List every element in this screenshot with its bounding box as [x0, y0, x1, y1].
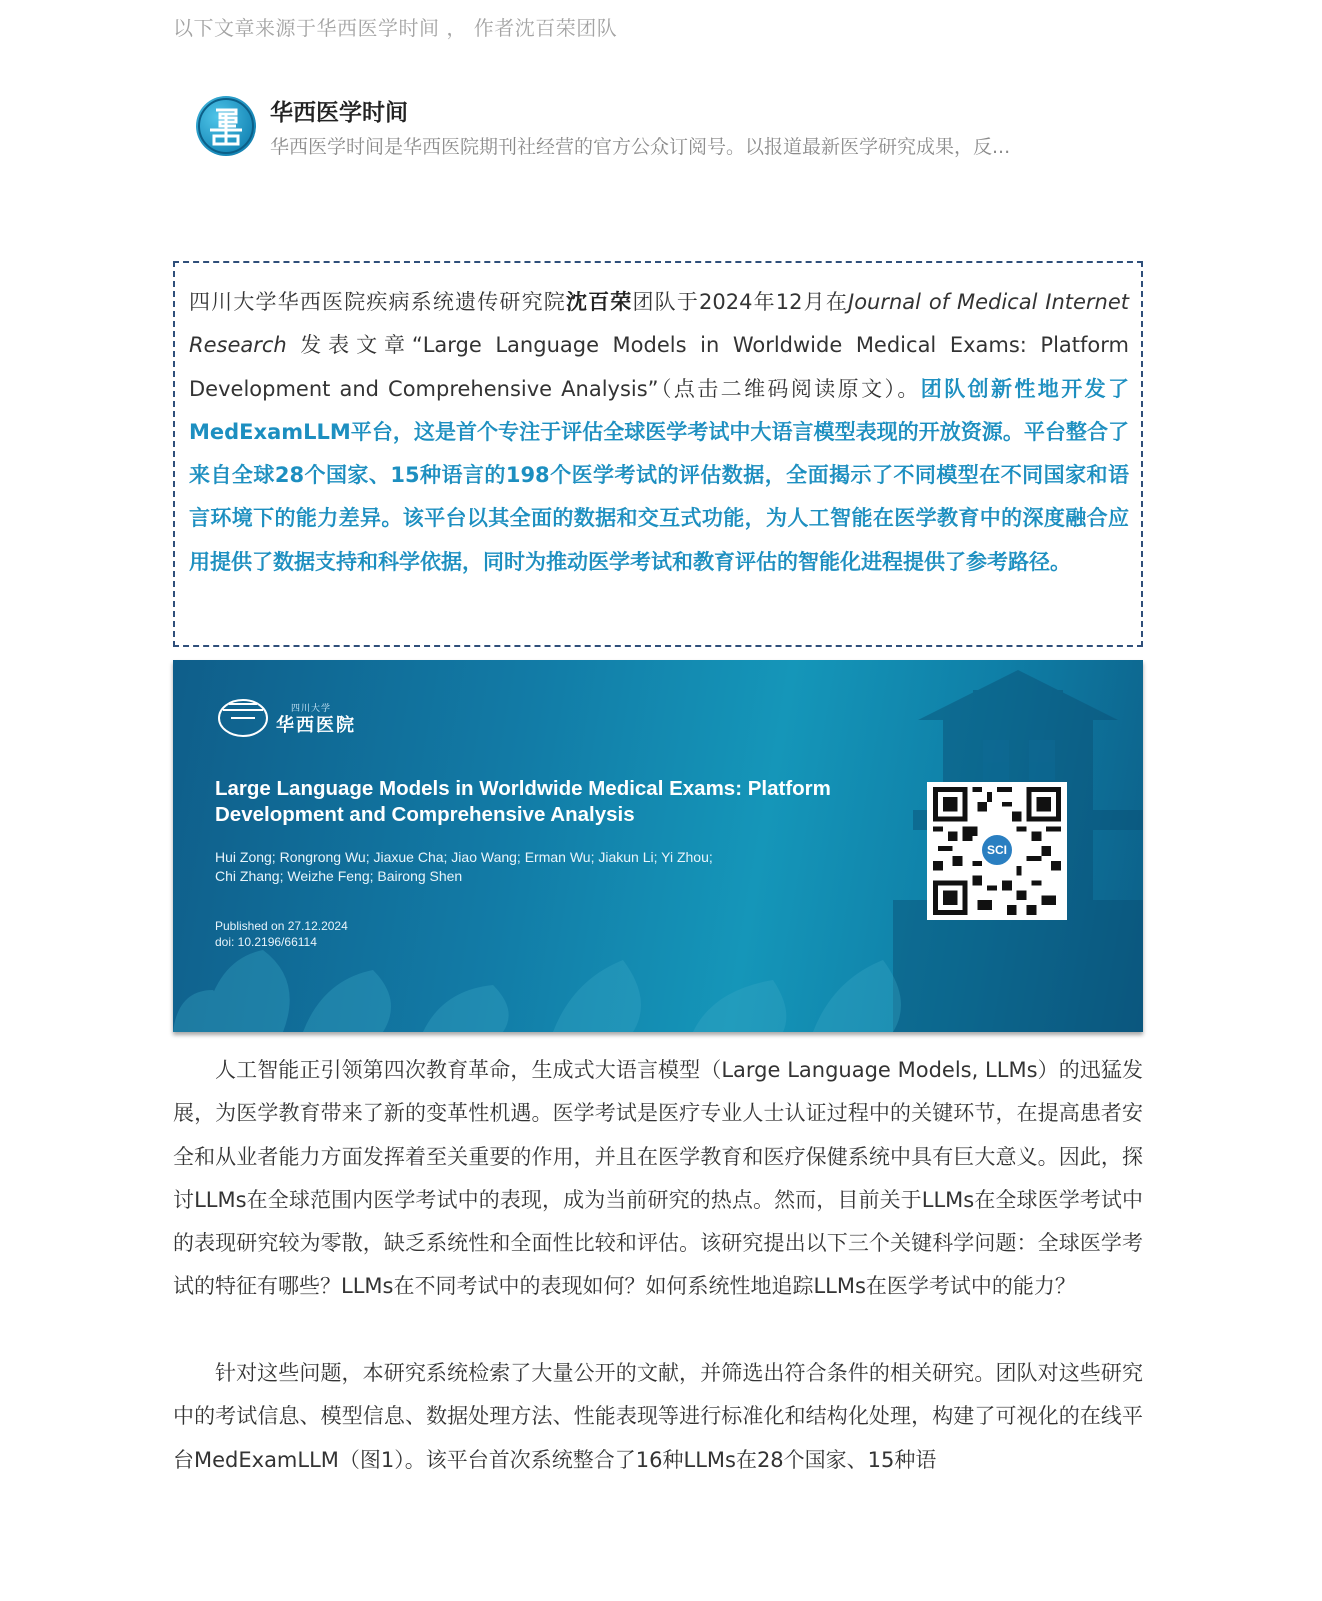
banner-logo-subtext: 四川大学 [291, 704, 332, 714]
abstract-box [173, 261, 1143, 647]
account-name[interactable]: 华西医学时间 [270, 100, 408, 126]
account-card[interactable] [196, 94, 1136, 164]
body-paragraph-2: 针对这些问题，本研究系统检索了大量公开的文献，并筛选出符合条件的相关研究。团队对这些研究中的考试信息、模型信息、数据处理方法、性能表现等进行标准化和结构化处理，构建了可视化的在线平台MedExamLLM（图1）。该平台首次系统整合了16种LLMs在28个国家、15种语 [173, 1361, 1143, 1472]
banner-doi: doi: 10.2196/66114 [215, 935, 317, 949]
qr-code[interactable] [927, 782, 1067, 920]
account-description: 华西医学时间是华西医院期刊社经营的官方公众订阅号。以报道最新医学研究成果，反... [270, 136, 1011, 158]
banner-title: Large Language Models in Worldwide Medical Exams: Platform Development and Comprehensive Analysis [215, 777, 831, 826]
banner-authors-line1: Hui Zong; Rongrong Wu; Jiaxue Cha; Jiao Wang; Erman Wu; Jiakun Li; Yi Zhou; [215, 849, 713, 865]
abstract-part3: 发表文章“Large Language Models in Worldwide Medical Exams: Platform Development and Comprehensive Analysis”（点击二维码阅读原文）。 [189, 333, 1129, 401]
banner-authors-line2: Chi Zhang; Weizhe Feng; Bairong Shen [215, 868, 463, 884]
source-line: 以下文章来源于华西医学时间 ， 作者沈百荣团队 [173, 16, 618, 40]
banner-published-date: Published on 27.12.2024 [215, 919, 348, 933]
sci-badge: SCI [979, 832, 1015, 868]
body-paragraph-1: 人工智能正引领第四次教育革命，生成式大语言模型（Large Language Models, LLMs）的迅猛发展，为医学教育带来了新的变革性机遇。医学考试是医疗专业人士认证过程中的关键环节，在提高患者安全和从业者能力方面发挥着至关重要的作用，并且在医学教育和医疗保健系统中具有巨大意义。因此，探讨LLMs在全球范围内医学考试中的表现，成为当前研究的热点。然而，目前关于LLMs在全球医学考试中的表现研究较为零散，缺乏系统性和全面性比较和评估。该研究提出以下三个关键科学问题：全球医学考试的特征有哪些？LLMs在不同考试中的表现如何？如何系统性地追踪LLMs在医学考试中的能力？ [173, 1058, 1143, 1299]
banner-publication [215, 918, 348, 950]
account-logo[interactable] [196, 96, 256, 156]
abstract-text [189, 281, 1129, 584]
abstract-highlight: 团队创新性地开发了MedExamLLM平台，这是首个专注于评估全球医学考试中大语言模型表现的开放资源。平台整合了来自全球28个国家、15种语言的198个医学考试的评估数据，全面揭示了不同模型在不同国家和语言环境下的能力差异。该平台以其全面的数据和交互式功能，为人工智能在医学教育中的深度融合应用提供了数据支持和科学依据，同时为推动医学考试和教育评估的智能化进程提供了参考路径。 [189, 376, 1130, 574]
banner-authors [215, 848, 835, 886]
abstract-journal: Journal of Medical Internet Research [189, 290, 1130, 358]
abstract-part2: 团队于2024年12月在 [632, 290, 849, 314]
article-banner-image[interactable] [173, 660, 1143, 1032]
abstract-part1: 四川大学华西医院疾病系统遗传研究院 [189, 290, 566, 314]
abstract-author: 沈百荣 [565, 290, 633, 314]
banner-logo-text: 华西医院 [276, 715, 356, 736]
account-logo-icon [196, 96, 256, 156]
